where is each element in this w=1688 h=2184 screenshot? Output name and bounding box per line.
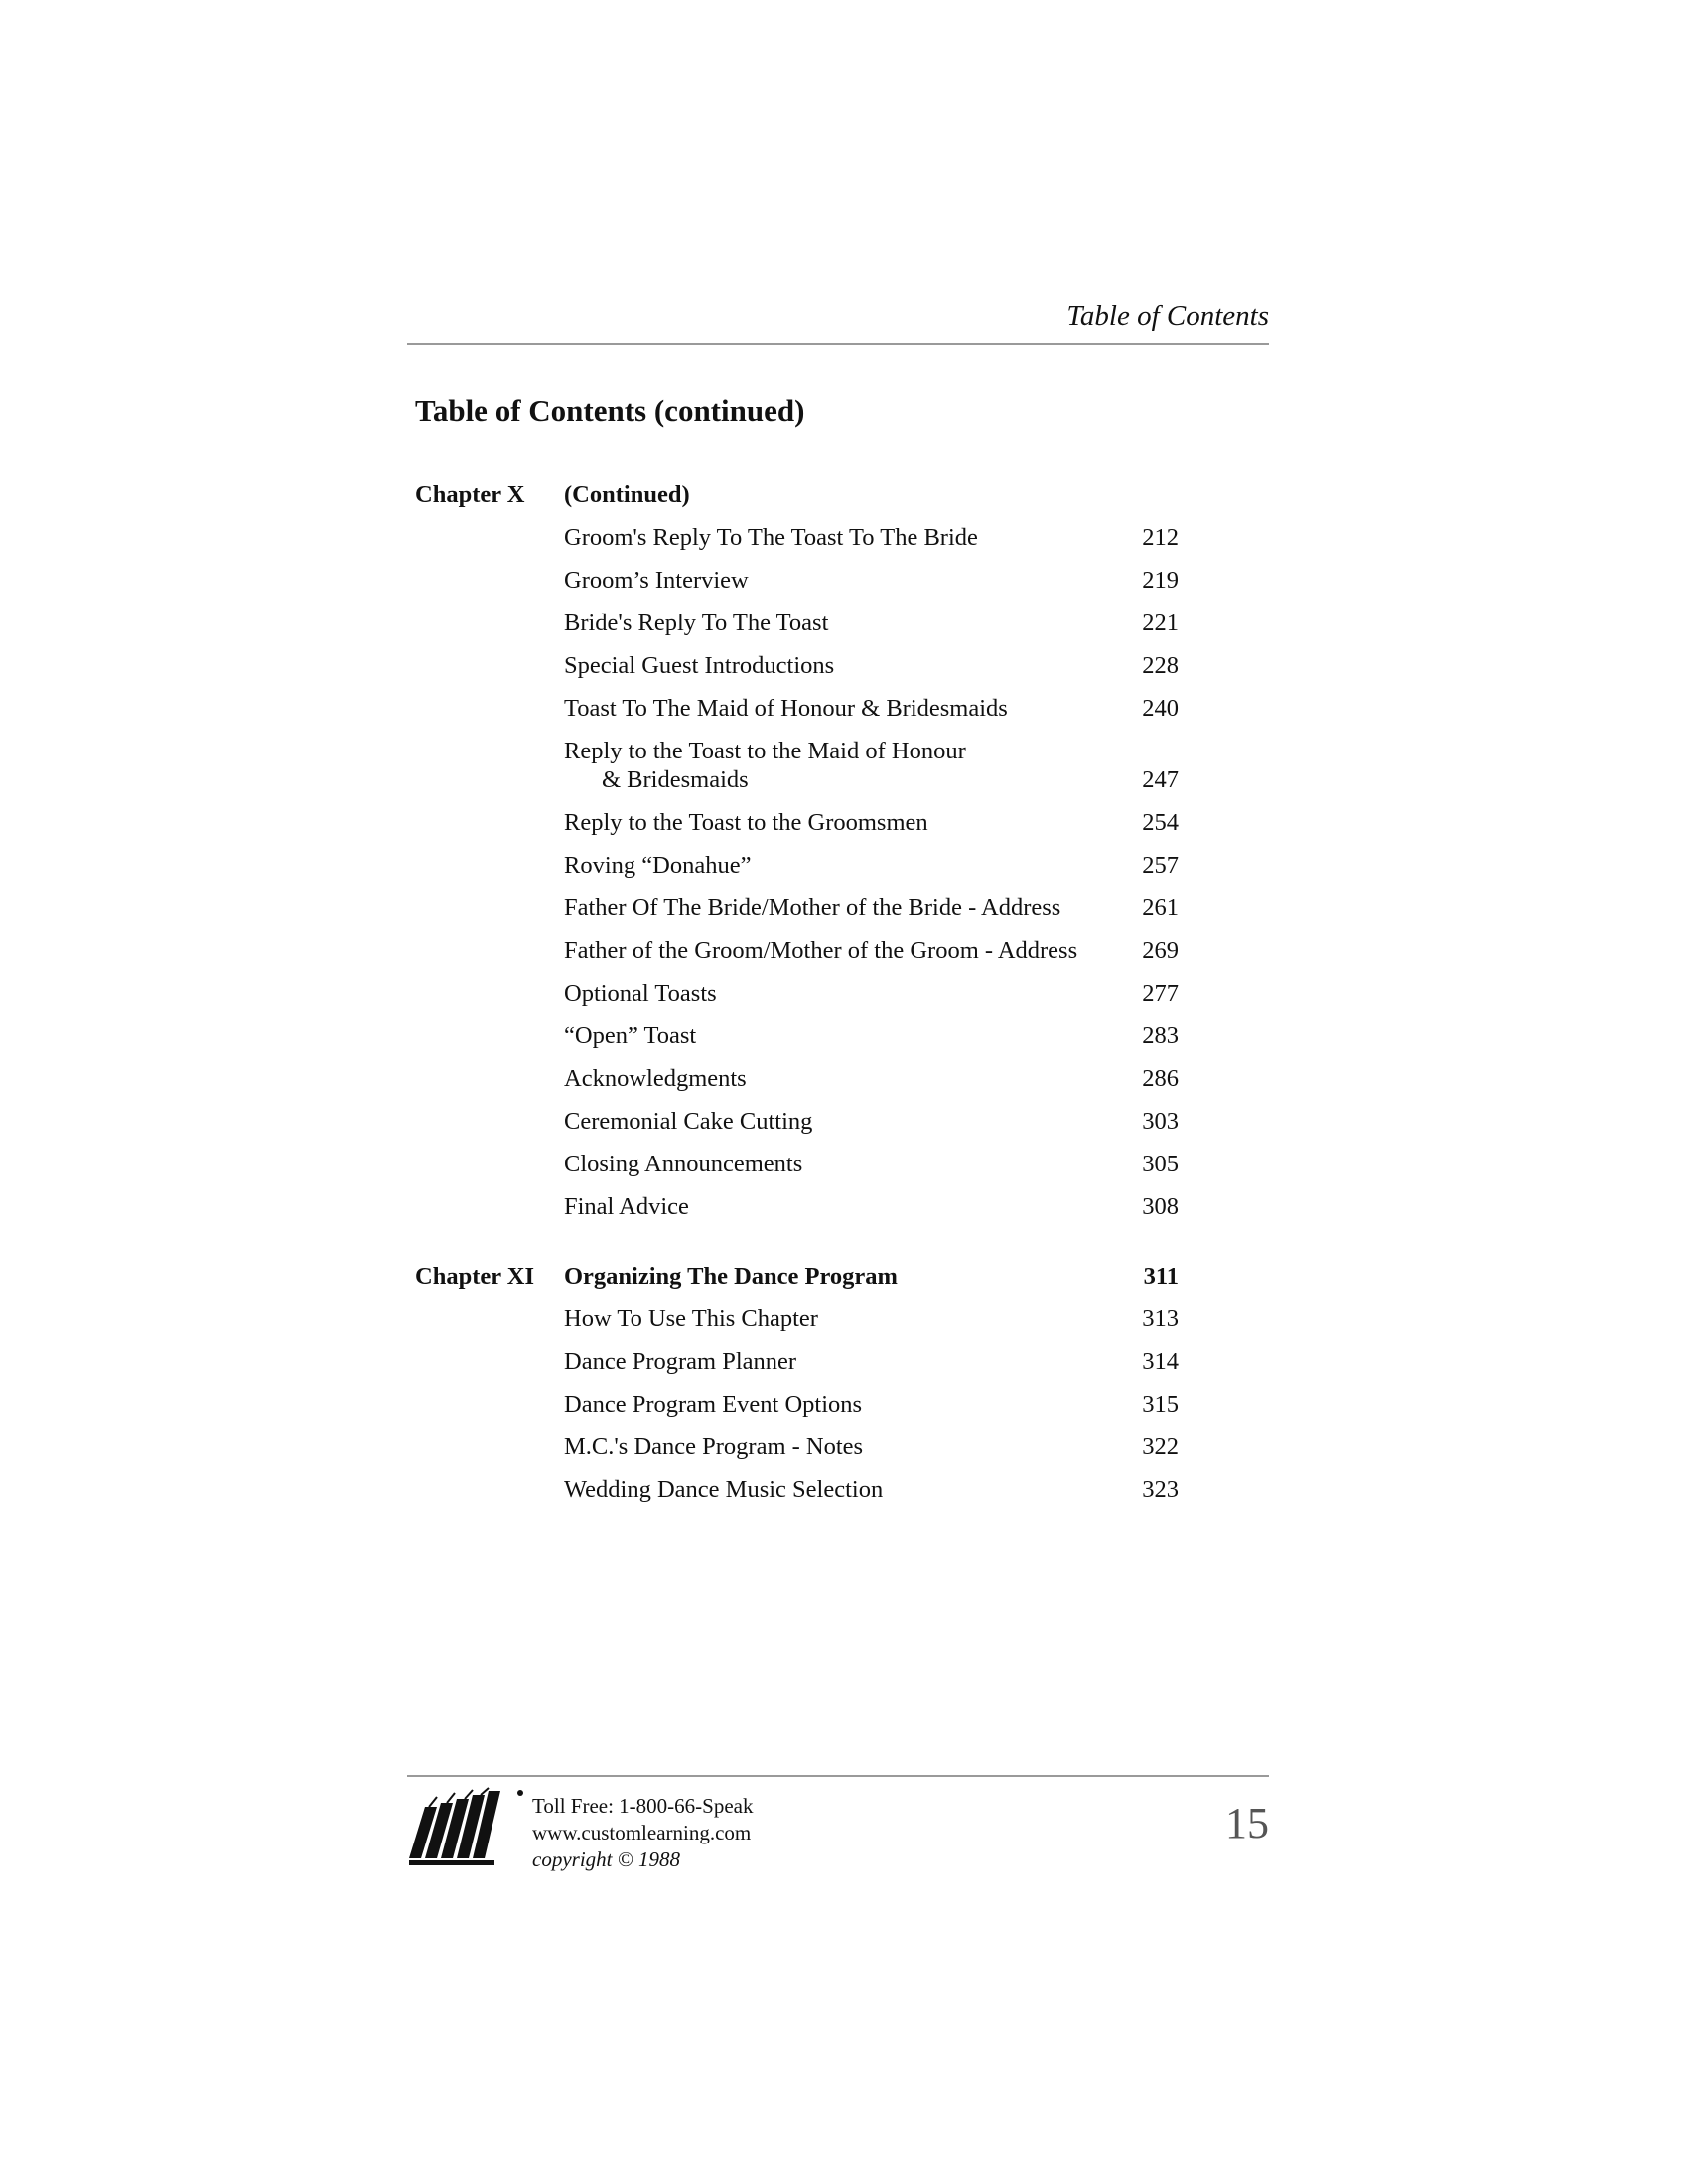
toc-entry-title-text: M.C.'s Dance Program - Notes bbox=[564, 1433, 864, 1460]
toc-entry-title bbox=[564, 1390, 1105, 1419]
footer-contact bbox=[532, 1793, 753, 1873]
toc-entry-title bbox=[564, 1150, 1105, 1178]
toc-entry bbox=[415, 1347, 1269, 1376]
toc-entry-title-text: “Open” Toast bbox=[564, 1023, 697, 1049]
chapter-block bbox=[415, 1262, 1269, 1504]
toc-entry-title bbox=[564, 609, 1105, 637]
toc-entry-title-text: Final Advice bbox=[564, 1193, 689, 1220]
chapter-label: Chapter XI bbox=[415, 1263, 535, 1290]
toc-entry-title bbox=[564, 694, 1105, 723]
header-rule bbox=[407, 343, 1269, 345]
toc-entry-title-text: Wedding Dance Music Selection bbox=[564, 1476, 884, 1503]
toc-entry bbox=[415, 1107, 1269, 1136]
toc-entry-title-text: Father Of The Bride/Mother of the Bride - Address bbox=[564, 894, 1061, 921]
website-url: www.customlearning.com bbox=[532, 1821, 752, 1844]
toc-entry-page-number: 221 bbox=[1142, 610, 1179, 636]
toc-entry-page-number: 240 bbox=[1142, 695, 1179, 722]
chapter-title: Organizing The Dance Program bbox=[564, 1263, 898, 1290]
toc-entry-title bbox=[564, 737, 1105, 794]
toc-entry-page-number: 277 bbox=[1142, 980, 1179, 1007]
toc-entry-title bbox=[564, 851, 1105, 880]
toc-entry-page-number: 228 bbox=[1142, 652, 1179, 679]
toc-entry-page-number: 305 bbox=[1142, 1151, 1179, 1177]
toc-entry-page-number: 323 bbox=[1142, 1476, 1179, 1503]
toc-entry-title-text: Bride's Reply To The Toast bbox=[564, 610, 829, 636]
toc-entry-title-text: Reply to the Toast to the Maid of Honour bbox=[564, 738, 966, 764]
toc-entry-page-number: 315 bbox=[1142, 1391, 1179, 1418]
chapter-heading-row bbox=[415, 1262, 1269, 1291]
toc-entry bbox=[415, 1304, 1269, 1333]
toc-entry-title bbox=[564, 566, 1105, 595]
chapter-label: Chapter X bbox=[415, 481, 525, 508]
toc-entry-page-number: 247 bbox=[1142, 766, 1179, 793]
toc-entry-page-number: 314 bbox=[1142, 1348, 1179, 1375]
toc-entry bbox=[415, 609, 1269, 637]
toc-entry-page-number: 261 bbox=[1142, 894, 1179, 921]
toc-entry bbox=[415, 893, 1269, 922]
toc-entry-page-number: 313 bbox=[1142, 1305, 1179, 1332]
toc-entry bbox=[415, 1064, 1269, 1093]
toc-entry-page-number: 308 bbox=[1142, 1193, 1179, 1220]
toc-entry bbox=[415, 851, 1269, 880]
toc-entry-title bbox=[564, 893, 1105, 922]
running-header-title: Table of Contents bbox=[1066, 300, 1269, 332]
toc-entry-title-text: Roving “Donahue” bbox=[564, 852, 752, 879]
toc-entry-title-text: Groom’s Interview bbox=[564, 567, 749, 594]
toc-entry-title bbox=[564, 1433, 1105, 1461]
toc-entry-title bbox=[564, 1347, 1105, 1376]
toc-entry bbox=[415, 1150, 1269, 1178]
toc-entry-page-number: 254 bbox=[1142, 809, 1179, 836]
toc-entry-title-text: Acknowledgments bbox=[564, 1065, 747, 1092]
page-number: 15 bbox=[1225, 1799, 1269, 1847]
toc-entry bbox=[415, 1475, 1269, 1504]
chapter-page-number: 311 bbox=[1143, 1263, 1179, 1290]
toc-entry-title-text: Groom's Reply To The Toast To The Bride bbox=[564, 524, 978, 551]
toc-entry-page-number: 269 bbox=[1142, 937, 1179, 964]
toc-entry-title bbox=[564, 1192, 1105, 1221]
toc-entry bbox=[415, 1192, 1269, 1221]
toc-entry-title-continuation: & Bridesmaids bbox=[602, 766, 749, 793]
toc-entry-title-text: How To Use This Chapter bbox=[564, 1305, 818, 1332]
toc-entry-title-text: Dance Program Planner bbox=[564, 1348, 797, 1375]
toc-entry-page-number: 322 bbox=[1142, 1433, 1179, 1460]
toc-entry bbox=[415, 808, 1269, 837]
toc-entry bbox=[415, 1022, 1269, 1050]
page-title: Table of Contents (continued) bbox=[415, 393, 805, 428]
toc-entry-page-number: 257 bbox=[1142, 852, 1179, 879]
toc-entry bbox=[415, 651, 1269, 680]
toc-entry-title bbox=[564, 1475, 1105, 1504]
toc-entry-title bbox=[564, 936, 1105, 965]
table-of-contents bbox=[415, 480, 1269, 1545]
toc-entry-title-text: Dance Program Event Options bbox=[564, 1391, 863, 1418]
toc-entry bbox=[415, 979, 1269, 1008]
footer-rule bbox=[407, 1775, 1269, 1777]
toc-entry-title-text: Ceremonial Cake Cutting bbox=[564, 1108, 813, 1135]
toc-entry-title bbox=[564, 979, 1105, 1008]
toc-entry bbox=[415, 1433, 1269, 1461]
toc-entry bbox=[415, 566, 1269, 595]
toc-entry-page-number: 283 bbox=[1142, 1023, 1179, 1049]
toc-entry-title-text: Special Guest Introductions bbox=[564, 652, 835, 679]
chapter-title: (Continued) bbox=[564, 481, 690, 508]
chapter-heading-row bbox=[415, 480, 1269, 509]
toc-entry-title bbox=[564, 808, 1105, 837]
toc-entry bbox=[415, 523, 1269, 552]
toc-entry-title bbox=[564, 651, 1105, 680]
toc-entry-title bbox=[564, 1107, 1105, 1136]
toc-entry-title bbox=[564, 1304, 1105, 1333]
toc-entry bbox=[415, 1390, 1269, 1419]
publisher-logo bbox=[409, 1787, 530, 1866]
chapter-block bbox=[415, 480, 1269, 1221]
toc-entry-page-number: 212 bbox=[1142, 524, 1179, 551]
toc-entry-title-text: Toast To The Maid of Honour & Bridesmaids bbox=[564, 695, 1008, 722]
toc-entry-title-text: Father of the Groom/Mother of the Groom - Address bbox=[564, 937, 1078, 964]
toc-entry bbox=[415, 737, 1269, 794]
toc-entry-title-text: Closing Announcements bbox=[564, 1151, 803, 1177]
toll-free-number: Toll Free: 1-800-66-Speak bbox=[532, 1794, 754, 1818]
toc-entry-page-number: 303 bbox=[1142, 1108, 1179, 1135]
toc-entry-title bbox=[564, 1022, 1105, 1050]
toc-entry-page-number: 219 bbox=[1142, 567, 1179, 594]
toc-entry bbox=[415, 694, 1269, 723]
toc-entry-title-text: Optional Toasts bbox=[564, 980, 717, 1007]
toc-entry-title bbox=[564, 523, 1105, 552]
toc-entry bbox=[415, 936, 1269, 965]
toc-entry-title-text: Reply to the Toast to the Groomsmen bbox=[564, 809, 928, 836]
toc-entry-page-number: 286 bbox=[1142, 1065, 1179, 1092]
copyright-notice: copyright © 1988 bbox=[532, 1847, 680, 1871]
toc-entry-title bbox=[564, 1064, 1105, 1093]
